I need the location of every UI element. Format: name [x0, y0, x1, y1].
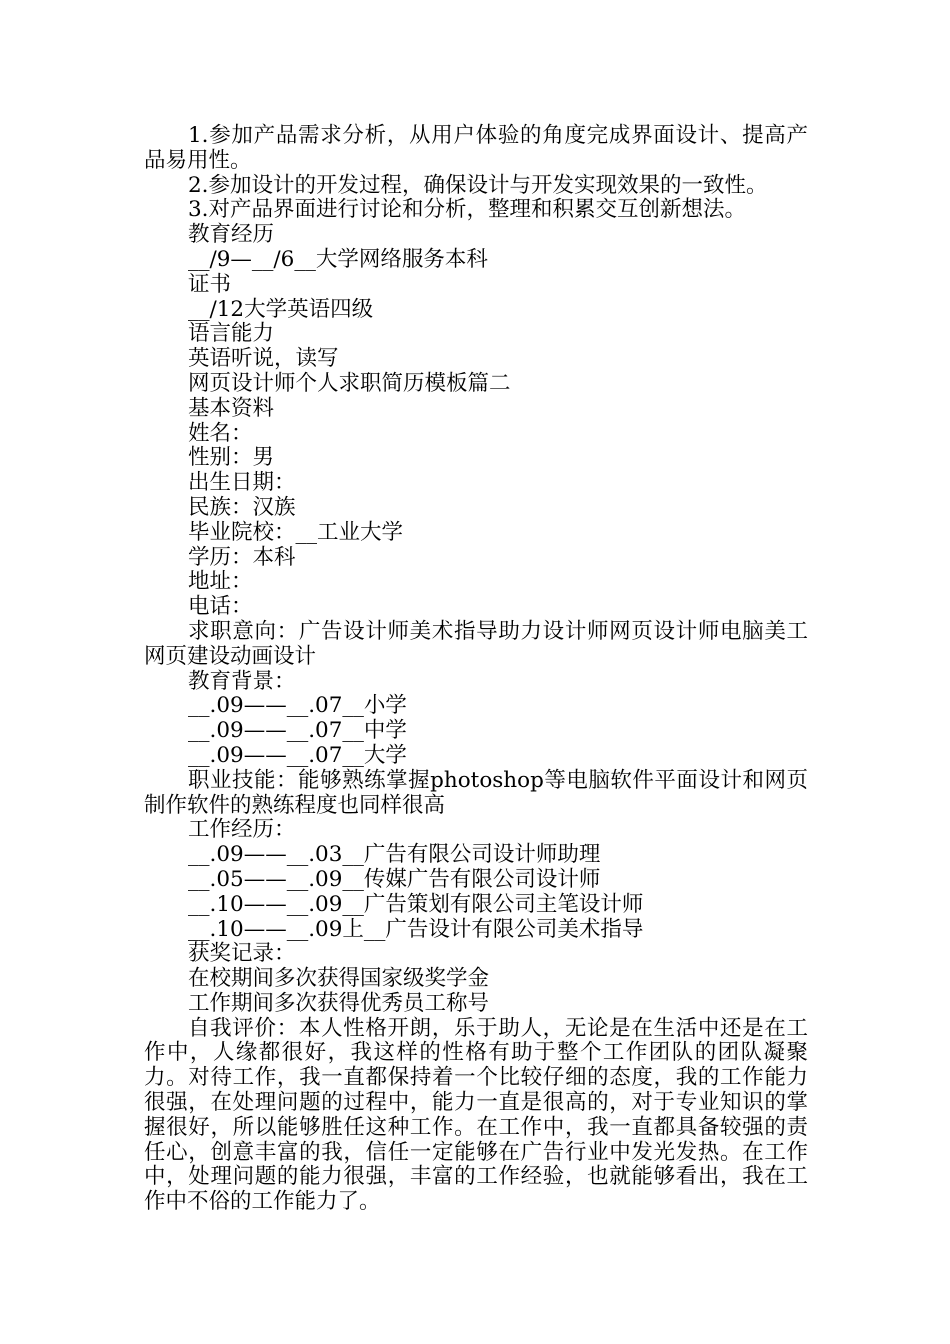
duty-item-2: 2.参加设计的开发过程，确保设计与开发实现效果的一致性。: [188, 172, 768, 198]
document-body: [144, 124, 808, 1215]
certificate-entry: __/12大学英语四级: [188, 296, 374, 322]
section-title: 网页设计师个人求职简历模板篇二: [188, 370, 511, 396]
duty-item-1: 1.参加产品需求分析，从用户体验的角度完成界面设计、提高产品易用性。: [144, 123, 808, 173]
education-entry: __/9—__/6__大学网络服务本科: [188, 246, 488, 272]
self-evaluation: 自我评价：本人性格开朗，乐于助人，无论是在生活中还是在工作中，人缘都很好，我这样的性格有助于整个工作团队的团队凝聚力。对待工作，我一直都保持着一个比较仔细的态度，我的工作能力很强，在处理问题的过程中，能力一直是很高的，对于专业知识的掌握很好，所以能够胜任这种工作。在工作中，我一直都具备较强的责任心，创意丰富的我，信任一定能够在广告行业中发光发热。在工作中，处理问题的能力很强，丰富的工作经验，也就能够看出，我在工作中不俗的工作能力了。: [144, 1015, 808, 1215]
language-entry: 英语听说，读写: [188, 346, 339, 372]
field-birthdate: 出生日期：: [188, 470, 296, 496]
work-experience-entry: __.05——__.09__传媒广告有限公司设计师: [188, 866, 601, 892]
award-entry: 工作期间多次获得优秀员工称号: [188, 990, 490, 1016]
basic-info-heading: 基本资料: [188, 395, 275, 421]
field-job-intention: 求职意向：广告设计师美术指导助力设计师网页设计师电脑美工网页建设动画设计: [144, 618, 808, 669]
work-experience-heading: 工作经历：: [188, 817, 296, 843]
award-entry: 在校期间多次获得国家级奖学金: [188, 966, 490, 992]
field-school: 毕业院校：__工业大学: [188, 519, 404, 545]
education-background-entry: __.09——__.07__中学: [188, 718, 407, 744]
work-experience-entry: __.10——__.09__广告策划有限公司主笔设计师: [188, 891, 644, 917]
duty-item-3: 3.对产品界面进行讨论和分析，整理和积累交互创新想法。: [188, 197, 747, 223]
field-degree: 学历：本科: [188, 544, 296, 570]
awards-heading: 获奖记录：: [188, 941, 296, 967]
field-ethnicity: 民族：汉族: [188, 494, 296, 520]
field-address: 地址：: [188, 569, 253, 595]
field-skills: 职业技能：能够熟练掌握photoshop等电脑软件平面设计和网页制作软件的熟练程度也同样很高: [144, 767, 808, 818]
field-phone: 电话：: [188, 594, 253, 620]
education-background-entry: __.09——__.07__大学: [188, 742, 407, 768]
work-experience-entry: __.09——__.03__广告有限公司设计师助理: [188, 842, 601, 868]
education-heading: 教育经历: [188, 222, 275, 248]
certificate-heading: 证书: [188, 271, 232, 297]
field-name: 姓名：: [188, 420, 253, 446]
education-background-heading: 教育背景：: [188, 668, 296, 694]
field-gender: 性别：男: [188, 445, 275, 471]
work-experience-entry: __.10——__.09上__广告设计有限公司美术指导: [188, 916, 644, 942]
education-background-entry: __.09——__.07__小学: [188, 693, 407, 719]
language-heading: 语言能力: [188, 321, 275, 347]
